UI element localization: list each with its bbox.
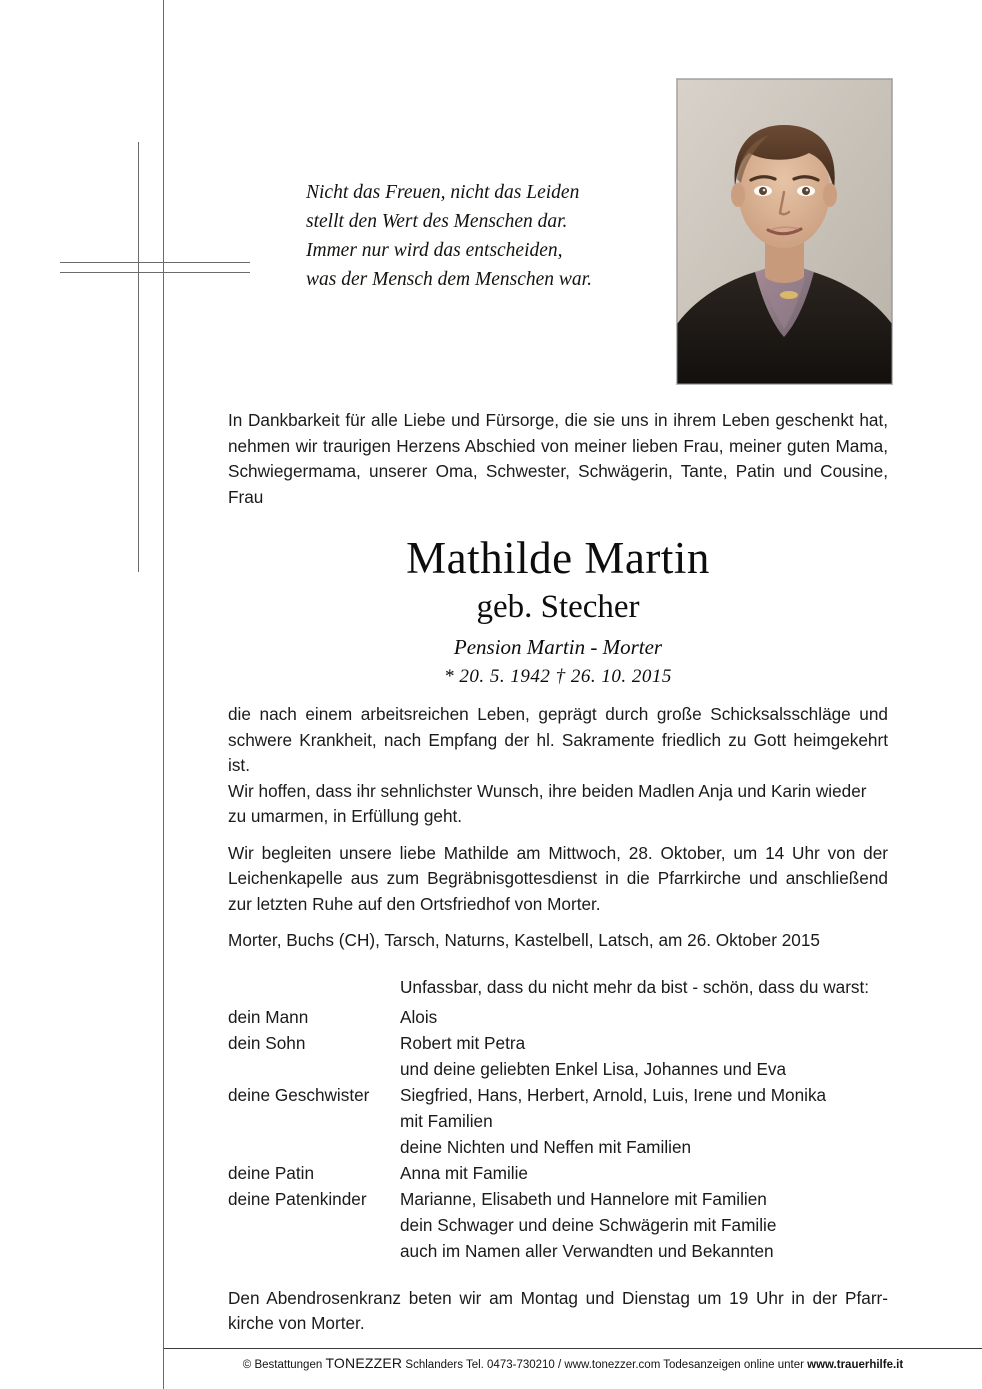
family-names bbox=[400, 1030, 888, 1082]
deceased-name-block bbox=[228, 532, 888, 691]
family-role: deine Patenkinder bbox=[228, 1188, 367, 1209]
family-role: dein Sohn bbox=[228, 1032, 306, 1053]
table-row bbox=[228, 1030, 888, 1082]
spacer-5 bbox=[228, 1275, 888, 1286]
cross-horizontal-line-secondary bbox=[60, 272, 250, 273]
verse-line-2: stellt den Wert des Menschen dar. bbox=[306, 211, 568, 232]
family-role: dein Mann bbox=[228, 1006, 309, 1027]
family-name-line: dein Schwager und deine Schwägerin mit Familie bbox=[400, 1214, 777, 1235]
paragraph-2: Wir hoffen, dass ihr sehnlichster Wunsch, ihre beiden Madlen Anja und Karin wieder zu umarmen, in Erfüllung geht. bbox=[228, 780, 867, 826]
family-name-line: und deine geliebten Enkel Lisa, Johannes und Eva bbox=[400, 1058, 787, 1079]
family-names bbox=[400, 1186, 888, 1264]
spacer-4 bbox=[228, 1264, 888, 1275]
table-row bbox=[228, 1160, 888, 1186]
family-names bbox=[400, 1082, 888, 1160]
footer-copyright: © Bestattungen bbox=[242, 1359, 326, 1371]
memorial-verse bbox=[306, 178, 646, 294]
family-role: deine Patin bbox=[228, 1162, 315, 1183]
deceased-maiden-name: geb. Stecher bbox=[476, 589, 640, 625]
table-row bbox=[228, 1004, 888, 1030]
closing-paragraph: Den Abendrosenkranz beten wir am Montag und Dienstag um 19 Uhr in der Pfarrkirche von Morter. bbox=[228, 1287, 888, 1333]
verse-line-1: Nicht das Freuen, nicht das Leiden bbox=[306, 182, 580, 203]
verse-line-3: Immer nur wird das entscheiden, bbox=[306, 240, 563, 261]
table-row bbox=[228, 1082, 888, 1160]
paragraph-3: Wir begleiten unsere liebe Mathilde am Mittwoch, 28. Oktober, um 14 Uhr von der Leichenkapelle aus zum Begräbnisgottesdienst in die Pfarrkirche und anschließend zur letzten Ruhe auf den Ortsfriedhof von Morter. bbox=[228, 842, 888, 914]
family-intro: Unfassbar, dass du nicht mehr da bist - schön, dass du warst: bbox=[400, 976, 870, 997]
family-name-line: mit Familien bbox=[400, 1110, 493, 1131]
family-table bbox=[228, 1004, 888, 1264]
paragraph-4-places: Morter, Buchs (CH), Tarsch, Naturns, Kastelbell, Latsch, am 26. Oktober 2015 bbox=[228, 930, 820, 950]
cross-vertical-line-secondary bbox=[138, 142, 139, 572]
spacer bbox=[228, 691, 888, 702]
deceased-full-name: Mathilde Martin bbox=[406, 533, 710, 583]
family-role: deine Geschwister bbox=[228, 1084, 370, 1105]
spacer-3 bbox=[228, 917, 888, 928]
obituary-content bbox=[228, 408, 888, 1337]
family-names bbox=[400, 1004, 888, 1030]
deceased-house-name: Pension Martin - Morter bbox=[453, 635, 663, 659]
footer bbox=[164, 1355, 982, 1373]
cross-vertical-line bbox=[163, 0, 164, 1389]
portrait-photo bbox=[676, 78, 893, 385]
deceased-dates: * 20. 5. 1942 † 26. 10. 2015 bbox=[444, 666, 672, 687]
footer-brand: TONEZZER bbox=[325, 1355, 403, 1371]
family-name-line: Robert mit Petra bbox=[400, 1032, 526, 1053]
family-name-line: Alois bbox=[400, 1006, 438, 1027]
family-name-line: deine Nichten und Neffen mit Familien bbox=[400, 1136, 692, 1157]
portrait-illustration bbox=[677, 79, 892, 384]
family-name-line: Marianne, Elisabeth und Hannelore mit Familien bbox=[400, 1188, 767, 1209]
paragraph-1: die nach einem arbeitsreichen Leben, geprägt durch große Schicksalsschläge und schwere Krankheit, nach Empfang der hl. Sakramente friedlich zu Gott heimgekehrt ist. bbox=[228, 704, 888, 775]
footer-divider bbox=[164, 1348, 982, 1349]
family-name-line: Anna mit Familie bbox=[400, 1162, 528, 1183]
footer-website-link[interactable]: www.trauerhilfe.it bbox=[807, 1359, 904, 1371]
table-row bbox=[228, 1186, 888, 1264]
intro-paragraph: In Dankbarkeit für alle Liebe und Fürsorge, die sie uns in ihrem Leben geschenkt hat, nehmen wir traurigen Herzens Abschied von meiner lieben Frau, meiner guten Mama, Schwiegermama, unserer Oma, Schwester, Schwägerin, Tante, Patin und Cousine, Frau bbox=[228, 410, 888, 507]
family-names bbox=[400, 1160, 888, 1186]
family-name-line: auch im Namen aller Verwandten und Bekannten bbox=[400, 1240, 774, 1261]
family-name-line: Siegfried, Hans, Herbert, Arnold, Luis, Irene und Monika bbox=[400, 1084, 827, 1105]
footer-contact: Schlanders Tel. 0473-730210 / www.tonezzer.com Todesanzeigen online unter bbox=[402, 1359, 808, 1371]
cross-horizontal-line bbox=[60, 262, 250, 263]
spacer-2 bbox=[228, 830, 888, 841]
verse-line-4: was der Mensch dem Menschen war. bbox=[306, 269, 592, 290]
